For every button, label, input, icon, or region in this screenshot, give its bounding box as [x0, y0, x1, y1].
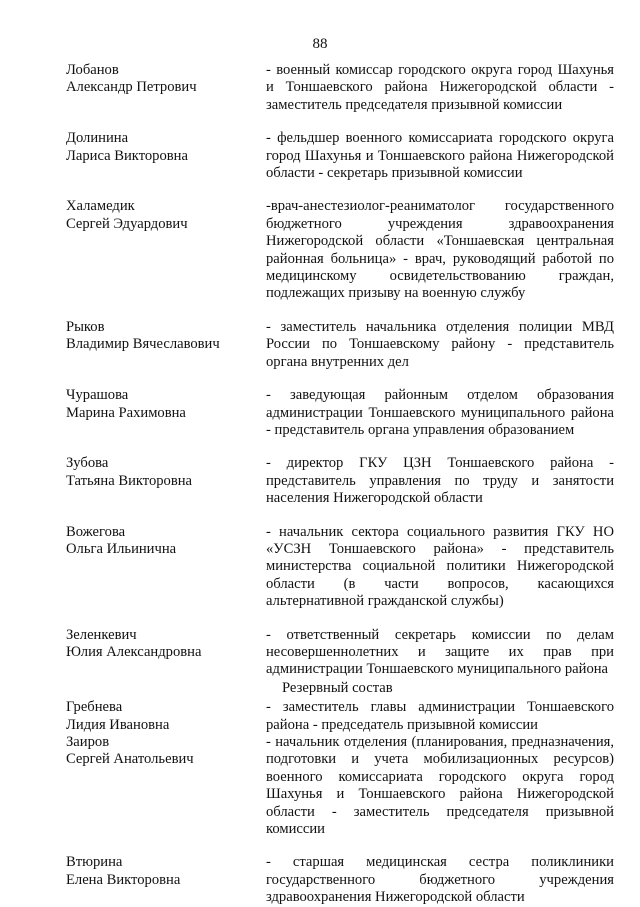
member-given-names: Александр Петрович — [66, 79, 197, 96]
member-surname: Втюрина — [66, 854, 123, 871]
reserve-member-entry — [66, 734, 614, 838]
member-name — [66, 198, 266, 233]
member-surname: Лобанов — [66, 62, 119, 78]
member-surname: Чурашова — [66, 387, 129, 404]
member-surname: Вожегова — [66, 523, 126, 540]
member-name — [66, 130, 266, 165]
member-name — [66, 62, 266, 97]
member-given-names: Сергей Анатольевич — [66, 751, 194, 768]
member-surname: Халамедик — [66, 198, 135, 215]
member-entry — [66, 319, 614, 371]
member-role: - начальник отделения (планирования, предназначения, подготовки и учета мобилизационных ресурсов) военного комиссариата городского округа город Шахунья и Тоншаевского района Нижегородской области - заместитель председателя призывной комиссии — [266, 734, 614, 838]
member-entry — [66, 62, 614, 114]
member-given-names: Владимир Вячеславович — [66, 336, 220, 353]
member-entry — [66, 387, 614, 439]
member-given-names: Лидия Ивановна — [66, 716, 170, 733]
member-entry — [66, 455, 614, 507]
member-name — [66, 387, 266, 422]
member-role: - начальник сектора социального развития ГКУ НО «УСЗН Тоншаевского района» - представитель министерства социальной политики Нижегородской области (в части вопросов, касающихся альтернативной гражданской службы) — [266, 523, 614, 610]
commission-member-list — [66, 62, 614, 907]
member-role: - заместитель главы администрации Тоншаевского района - председатель призывной комиссии — [266, 699, 614, 733]
member-surname: Зубова — [66, 455, 109, 472]
member-role: - ответственный секретарь комиссии по делам несовершеннолетних и защите их прав при администрации Тоншаевского муниципального района — [266, 626, 614, 678]
page-number: 88 — [312, 36, 328, 52]
member-name — [66, 319, 266, 354]
member-name — [66, 455, 266, 490]
member-entry — [66, 198, 614, 302]
reserve-member-entry — [66, 854, 614, 906]
member-surname: Рыков — [66, 318, 105, 335]
member-name — [66, 854, 266, 889]
member-role: - фельдшер военного комиссариата городского округа город Шахунья и Тоншаевского района Нижегородской области - секретарь призывной комиссии — [266, 130, 614, 182]
member-role: -врач-анестезиолог-реаниматолог государственного бюджетного учреждения здравоохранения Нижегородской области «Тоншаевская центральная районная больница» - врач, руководящий работой по медицинскому освидетельствованию граждан, подлежащих призыву на военную службу — [266, 198, 614, 302]
member-given-names: Татьяна Викторовна — [66, 472, 193, 489]
member-given-names: Лариса Викторовна — [66, 147, 188, 164]
member-surname: Долинина — [66, 130, 129, 147]
member-entry — [66, 524, 614, 611]
member-name — [66, 699, 266, 734]
member-role: - директор ГКУ ЦЗН Тоншаевского района - представитель управления по труду и занятости населения Нижегородской области — [266, 455, 614, 507]
member-surname: Гребнева — [66, 699, 123, 716]
member-given-names: Елена Викторовна — [66, 871, 181, 888]
member-role: - старшая медицинская сестра поликлиники государственного бюджетного учреждения здравоохранения Нижегородской области — [266, 854, 614, 906]
member-surname: Заиров — [66, 734, 110, 750]
member-given-names: Ольга Ильинична — [66, 540, 177, 557]
member-role: - военный комиссар городского округа город Шахунья и Тоншаевского района Нижегородской области - заместитель председателя призывной комиссии — [266, 62, 614, 113]
reserve-member-entry — [66, 699, 614, 734]
member-given-names: Сергей Эдуардович — [66, 215, 188, 232]
member-given-names: Юлия Александровна — [66, 643, 202, 660]
member-role: - заместитель начальника отделения полиции МВД России по Тоншаевскому району - представитель органа внутренних дел — [266, 318, 614, 370]
member-entry — [66, 130, 614, 182]
member-surname: Зеленкевич — [66, 626, 137, 643]
member-given-names: Марина Рахимовна — [66, 404, 186, 421]
member-entry — [66, 627, 614, 679]
reserve-section-heading: Резервный состав — [282, 679, 393, 696]
member-name — [66, 734, 266, 769]
member-name — [66, 627, 266, 662]
member-role: - заведующая районным отделом образования администрации Тоншаевского муниципального района - представитель органа управления образованием — [266, 387, 614, 438]
member-name — [66, 524, 266, 559]
